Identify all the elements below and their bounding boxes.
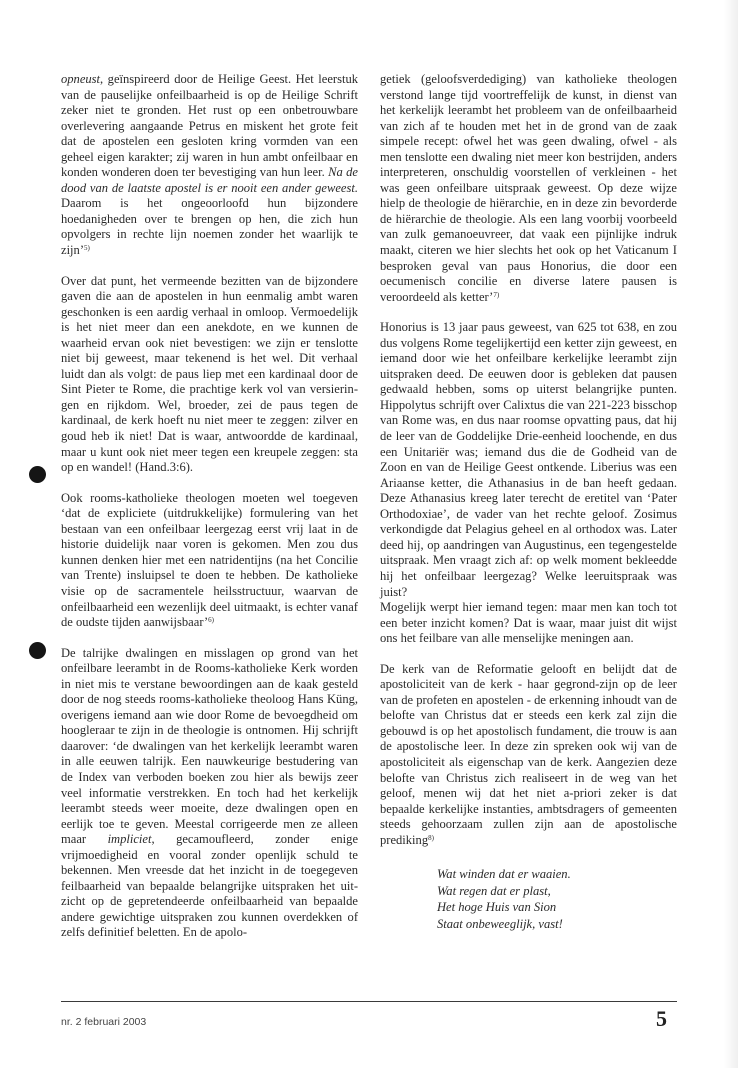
- right-paragraph-4: De kerk van de Reformatie gelooft en belijdt dat de apostoliciteit van de kerk - haar gegrond-zijn op de leer van de profeten en apostelen - de erkenning inhoudt van de belofte van Christus dat er steeds een kerk zal zijn die gebouwd is op het apostolisch fundament, die trouw is aan de apostolische leer. In deze zin spreken ook wij van de apostoliciteit als eigenschap van de kerk. Aangezien deze belofte van Christus zich realiseert in de weg van het geloof, menen wij dat het niet a-priori zeker is dat bepaalde kerkelijke instanties, ambtsdragers of gemeenten steeds gehoorzaam zullen zijn aan de apostolische prediking$^{8)}$: [380, 661, 677, 847]
- footnote-ref: 5): [84, 244, 90, 253]
- left-paragraph-2: Over dat punt, het vermeende bezitten van de bijzondere gaven die aan de apostelen in hun eenmalig ambt waren geschonken is een aardig verhaal in omloop. Vermoedelijk is het niet meer dan een anekdote, en we kunnen de waarheid ervan ook niet bevestigen: we zijn er tenslotte niet bij geweest, maar tekenend is het wel. Dit verhaal luidt dan als volgt: de paus liep met een kardinaal door de Sint Pieter te Rome, die prachtige kerk vol van versieringen en rijkdom. Wel, broeder, zei de paus tegen de kardinaal, de kerk hoeft nu niet meer te zeggen: zilver en goud heb ik niet! Dat is waar, antwoordde de kardinaal, maar u kunt ook niet meer tegen een kreupele zeggen: sta op en wandel! (Hand.3:6).: [61, 273, 358, 475]
- page-number: 5: [656, 1006, 667, 1031]
- right-paragraph-1: getiek (geloofsverdediging) van katholieke theologen verstond lange tijd voortreffelijk de kunst, in dienst van het kerkelijk leerambt het probleem van de onfeilbaarheid van zich af te houden met het in de grond van de zaak simpele recept: ofwel het was geen dwaling, ofwel - als men tenslotte een dwaling niet meer kon bestrijden, anders interpreteren, onschuldig voorstellen of verkleinen - het was geen onfeilbare uitspraak geweest. Op deze wijze hielp de theologie de hiërarchie, en in deze zin bevorderde de hiërarchie de theologie. Als een lang voorbij voorbeeld van zulk gemanoeuvreer, dat vaak een pijnlijke indruk maakt, citeren we hier slechts het ook op het Vaticanum I besproken geval van paus Honorius, die door een oecumenisch concilie en diverse latere pausen is veroordeeld als ketter’$^{7)}$: [380, 72, 677, 304]
- footnote-ref: 6): [208, 616, 214, 625]
- page-edge-shadow: [724, 0, 738, 1068]
- right-column: [380, 72, 677, 932]
- left-column: [61, 72, 358, 956]
- poem-line: Wat winden dat er waaien.: [437, 867, 571, 882]
- footer-rule: [61, 1001, 677, 1002]
- left-paragraph-3: Ook rooms-katholieke theologen moeten wel toegeven ‘dat de expliciete (uitdrukkelijke) formulering van het bestaan van een onfeilbaar leergezag eerst vrij laat in de historie duidelijk naar voren is gekomen. Men zou dus kunnen denken hier met een natridentijns (na het Concilie van Trente) insluipsel te doen te hebben. De katholieke visie op de sacramentele heilsstructuur, waarvan de onfeilbaarheid een wezenlijk deel uitmaakt, is echter vanaf de oudste tijden aanwijsbaar’$^{6)}$: [61, 490, 358, 630]
- right-paragraph-3: Mogelijk werpt hier iemand tegen: maar men kan toch tot een beter inzicht komen? Dat is waar, maar juist dit wijst ons het feilbare van alle menselijke meningen aan.: [380, 600, 677, 646]
- poem-line: Staat onbeweeglijk, vast!: [437, 916, 563, 931]
- binder-hole-lower: [29, 642, 46, 659]
- issue-date: nr. 2 februari 2003: [61, 1016, 147, 1028]
- left-paragraph-1: opneust, geïnspireerd door de Heilige Geest. Het leerstuk van de pauselijke onfeilbaarheid is op de Heilige Schrift zeker niet te gronden. Het rust op een onbetrouwbare overlevering aangaande Petrus en miskent het grote feit dat de apostelen een gesloten kring vormden van een geheel eigen karakter; zij waren in hun ambt onfeilbaar en konden wonderen doen ter bevestiging van hun leer. Na de dood van de laatste apostel is er nooit een ander geweest. Daarom is het ongeoorloofd hun bijzondere hoedanigheden over te brengen op hen, die zich hun opvolgers in rechte lijn noemen zonder het waarlijk te zijn’$^{5)}$: [61, 72, 358, 258]
- poem-line: Het hoge Huis van Sion: [437, 900, 557, 915]
- closing-poem: [437, 866, 677, 932]
- right-paragraph-2: Honorius is 13 jaar paus geweest, van 625 tot 638, en zou dus volgens Rome tegelijkertijd een ketter zijn geweest, en iemand door wie het onfeilbare kerkelijke leerambt zijn uitspraken deed. De eeuwen door is gebleken dat pausen gedwaald hebben, soms op uiterst belangrijke punten. Hippolytus schrijft over Calixtus die van 221-223 bisschop van Rome was, en dus naar roomse opvatting paus, dat hij de leer van de Goddelijke Drie-eenheid loochende, en dus een Unitariër was; iemand dus die de Godheid van de Zoon en van de Heilige Geest ontkende. Liberius was een Ariaanse ketter, die Athanasius in de ban heeft gedaan. Deze Athanasius kreeg later terecht de eretitel van ‘Pater Orthodoxiae’, de vader van het rechte geloof. Zosimus verkondigde dat Pelagius geheel en al orthodox was. Later deed hij, op aandringen van Augustinus, een tegengestelde uitspraak. Men vraagt zich af: op welk moment bekleedde hij het onfeilbaar leergezag? Welke leeruitspraak was juist?: [380, 320, 677, 599]
- left-paragraph-4: De talrijke dwalingen en misslagen op grond van het onfeilbare leerambt in de Rooms-katholieke Kerk worden in niet mis te verstane bewoordingen aan de kaak gesteld door de nog steeds rooms-katholieke theoloog Hans Küng, overigens iemand aan wie door Rome de bevoegdheid om hoogleraar te zijn in de theologie is ontnomen. Hij schrijft daarover: ‘de dwalingen van het kerkelijk leerambt waren in alle eeuwen talrijk. Een nauwkeurige bestudering van de Index van verboden boeken zou hier als bewijs zeer veel informatie verstrekken. En toch had het kerkelijk leerambt steeds weer moeite, deze dwalingen open en eerlijk toe te geven. Meestal corrigeerde men ze alleen maar impliciet, gecamoufleerd, zonder enige vrijmoedigheid en vooral zonder openlijk schuld te bekennen. Men vreesde dat het inzicht in de toegegeven feilbaarheid van bepaalde belangrijke uitspraken het uitzicht op de gepretendeerde onfeilbaarheid van bepaalde andere gewichtige uitspraken zou kunnen overdekken of zelfs definitief beletten. En de apolo-: [61, 645, 359, 940]
- binder-hole-upper: [29, 466, 46, 483]
- poem-line: Wat regen dat er plast,: [437, 883, 551, 898]
- footnote-ref: 7): [493, 290, 500, 299]
- footnote-ref: 8): [428, 833, 434, 842]
